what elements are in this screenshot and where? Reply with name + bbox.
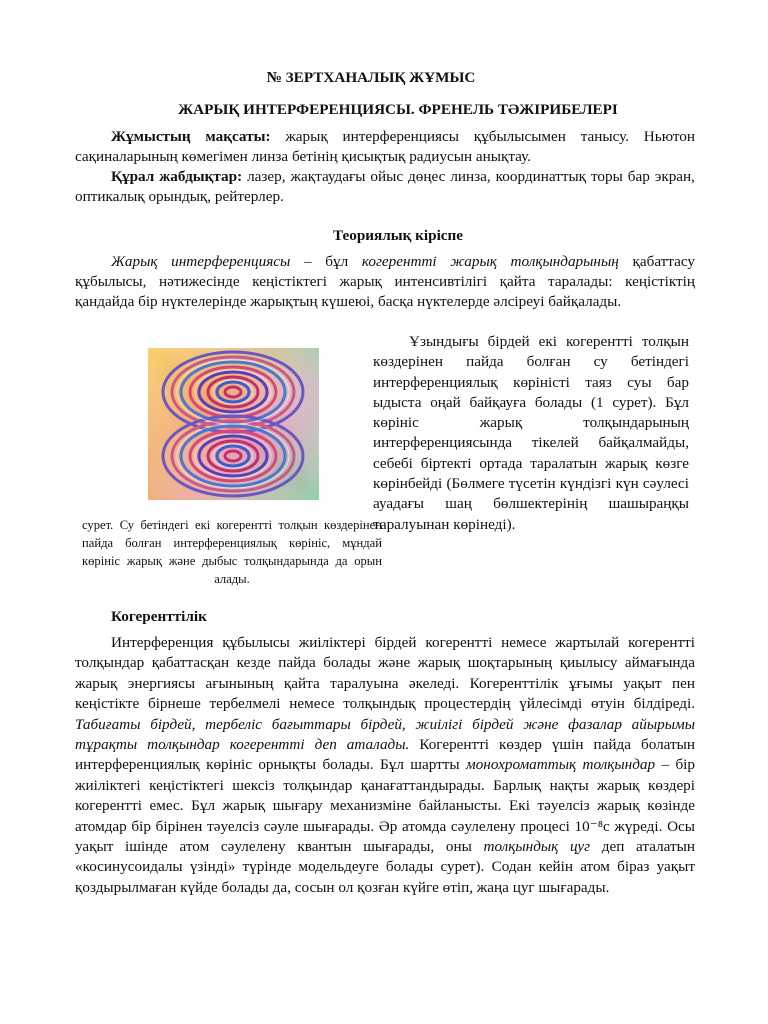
- figure-caption: сурет. Су бетіндегі екі когерентті толқын көздерінен пайда болған интерференциялық көрініс, мұндай көрініс жарық және дыбыс толқындарында да орын алады.: [82, 518, 382, 586]
- interference-figure: [148, 348, 319, 500]
- coherence-text-4: деп аталатын «косинусоидалы үзінді» түрінде модельдеуге болады сурет). Содан кейін атом біраз уақыт қоздырылмаған күйде болады да, сосын ол қозған күйге өтіп, жаңа цуг шығарады.: [75, 838, 695, 896]
- purpose-label: Жұмыстың мақсаты:: [111, 128, 271, 145]
- equipment-paragraph: [75, 167, 695, 207]
- theory-paragraph: [75, 252, 695, 312]
- lab-header: № ЗЕРТХАНАЛЫҚ ЖҰМЫС: [266, 69, 476, 86]
- theory-term-2: когерентті жарық толқындарының: [361, 253, 619, 270]
- coherence-text-3: – бір жиіліктегі кеңістіктегі шексіз толқындар қанағаттандырады. Барлық нақты жарық көздері когерентті емес. Бұл жарық шығару механизміне байланысты. Екі тәуелсіз жарық көзінде атомдар бір бірінен тәуелсіз сәуле шығарады. Әр атомда сәулелену процесі 10⁻⁸с жүреді. Осы уақыт ішінде атом сәулелену квантын шығарады, оны: [75, 756, 695, 856]
- coherence-heading: Когеренттілік: [111, 608, 207, 625]
- coherence-paragraph: [75, 633, 695, 898]
- theory-dash: – бұл: [290, 253, 362, 270]
- theory-heading: Теориялық кіріспе: [332, 227, 464, 244]
- interference-pattern-image: [148, 348, 319, 500]
- purpose-paragraph: [75, 127, 695, 167]
- theory-text: қабаттасу құбылысы, нәтижесінде кеңістіктегі жарық интенсивтілігі қайта таралады: кеңістіктің қандайда бір нүктелерінде жарықтың күшеюі, басқа нүктелерде әлсіреуі байқалады.: [75, 253, 695, 310]
- equipment-label: Құрал жабдықтар:: [111, 168, 243, 185]
- document-title: ЖАРЫҚ ИНТЕРФЕРЕНЦИЯСЫ. ФРЕНЕЛЬ ТӘЖІРИБЕЛЕРІ: [178, 101, 618, 118]
- water-interference-paragraph: Ұзындығы бірдей екі когерентті толқын көздерінен пайда болған су бетіндегі интерференциялық көріністі таяз суы бар ыдыста оңай байқауға болады (1 сурет). Бұл көрініс жарық толқындарының интерференциясында тікелей байқалмайды, себебі біртекті ортада таралатын жарық көзге көрінбейді (Бөлмеге түсетін күндізгі күн сәулесі ауадағы шаң бөлшектерінің шашыраңқы таралуынан көрінеді).: [373, 333, 689, 533]
- coherence-definition: Табиғаты бірдей, тербеліс бағыттары бірдей, жиілігі бірдей және фазалар айырымы тұрақты толқындар когерентті деп аталады.: [75, 715, 695, 754]
- monochromatic-term: монохроматтық толқындар: [466, 756, 656, 774]
- coherence-text-2: Когерентті көздер үшін пайда болатын интерференциялық көрініс орнықты болады. Бұл шартты: [75, 736, 695, 774]
- equipment-text: лазер, жақтаудағы ойыс дөңес линза, координаттық торы бар экран, оптикалық орындық, рейтерлер.: [75, 168, 695, 205]
- coherence-text-1: Интерференция құбылысы жиіліктері бірдей когерентті немесе жартылай когерентті толқындар қабаттасқан кезде пайда болады және жарық шоқтарының қиылысу аймағында жарық энергиясы ағынының қайта таралуына әкеледі. Когеренттілік ұғымы уақыт пен кеңістікте бірнеше тербелмелі немесе толқындық процестердің үйлесімді өтуін білдіреді.: [75, 634, 695, 713]
- purpose-text: жарық интерференциясы құбылысымен танысу. Ньютон сақиналарының көмегімен линза бетінің қисықтық радиусын анықтау.: [75, 128, 695, 165]
- theory-term: Жарық интерференциясы: [111, 253, 291, 270]
- wave-train-term: толқындық цуг: [483, 838, 591, 856]
